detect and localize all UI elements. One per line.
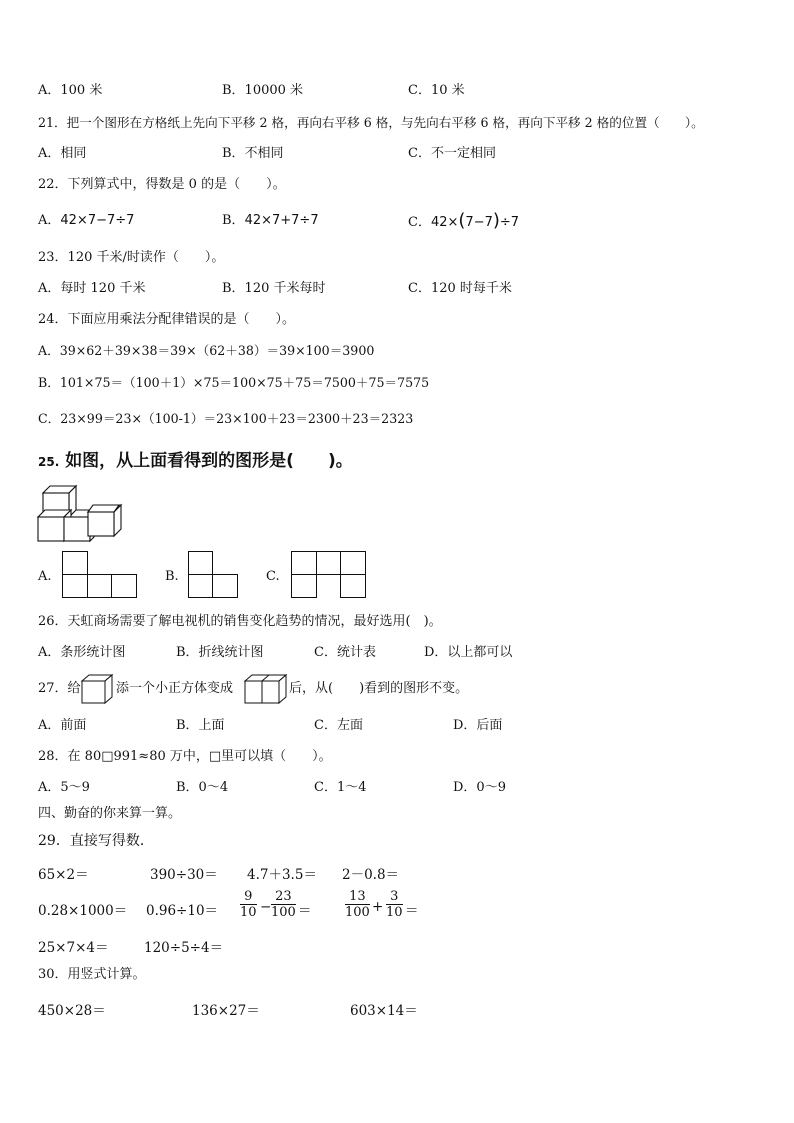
q29-f1-denominator: 10	[240, 905, 257, 920]
q27-cube-double	[244, 674, 287, 704]
q23-stem: 23．120 千米/时读作（ ）。	[38, 250, 225, 265]
q29-f1-numerator: 9	[240, 889, 257, 905]
q30-item-2: 136×27＝	[192, 1003, 260, 1019]
q27-cube-small	[81, 674, 113, 704]
q29-eq-2: ＝	[405, 903, 419, 919]
q25-option-b-shape	[188, 551, 238, 598]
q22-a-label: A．	[38, 213, 61, 228]
q29-f2-numerator: 23	[271, 889, 296, 905]
q28-option-d: D．0～9	[453, 780, 506, 795]
q29-fraction-2	[271, 889, 296, 920]
q25-stem	[38, 451, 353, 472]
q22-c-label: C．	[408, 215, 431, 230]
q20-option-a: A．100 米	[38, 83, 103, 98]
q30-stem: 30．用竖式计算。	[38, 967, 146, 982]
q29-r1-c1: 65×2＝	[38, 867, 89, 883]
q25-option-b-label: B.	[165, 569, 179, 584]
q23-option-c: C．120 时每千米	[408, 281, 512, 296]
q21-option-a: A．相同	[38, 146, 87, 161]
q25-option-c-label: C.	[266, 569, 280, 584]
q29-r2-c2: 0.96÷10＝	[146, 903, 219, 919]
q29-r1-c4: 2－0.8＝	[342, 867, 400, 883]
q29-fraction-4	[386, 889, 403, 920]
q20-option-b: B．10000 米	[222, 83, 304, 98]
q22-c-expr-pre: 42×	[430, 215, 459, 230]
q26-option-b: B．折线统计图	[176, 645, 264, 660]
q29-op-minus: −	[260, 899, 272, 915]
q29-r1-c2: 390÷30＝	[150, 867, 218, 883]
q29-r1-c3: 4.7＋3.5＝	[247, 867, 317, 883]
q29-stem: 29．直接写得数．	[38, 833, 154, 849]
q22-b-label: B．	[222, 213, 245, 228]
q24-option-c: C．23×99＝23×（100-1）＝23×100＋23＝2300＋23＝2323	[38, 411, 414, 426]
q28-stem: 28．在 80□991≈80 万中，□里可以填（ ）。	[38, 749, 332, 764]
q22-c-expr-inner: 7−7	[465, 215, 493, 230]
q26-option-a: A．条形统计图	[38, 645, 126, 660]
q29-r2-c1: 0.28×1000＝	[38, 903, 128, 919]
q23-option-b: B．120 千米每时	[222, 281, 326, 296]
q21-option-c: C．不一定相同	[408, 146, 496, 161]
q28-option-b: B．0～4	[176, 780, 229, 795]
q28-option-a: A．5～9	[38, 780, 90, 795]
q25-option-a-shape	[62, 551, 137, 598]
q29-f2-denominator: 100	[271, 905, 296, 920]
q29-f4-numerator: 3	[386, 889, 403, 905]
q26-option-c: C．统计表	[314, 645, 376, 660]
q29-fraction-1	[240, 889, 257, 920]
q26-stem: 26．天虹商场需要了解电视机的销售变化趋势的情况，最好选用( )。	[38, 614, 442, 629]
q25-option-c-shape	[291, 551, 366, 598]
q24-stem: 24．下面应用乘法分配律错误的是（ ）。	[38, 312, 296, 327]
q22-a-expr: 42×7−7÷7	[60, 213, 135, 228]
q27-stem-a: 27．给	[38, 681, 81, 696]
q22-option-a	[38, 213, 134, 229]
q29-r3-c2: 120÷5÷4＝	[144, 940, 224, 956]
q26-option-d: D．以上都可以	[424, 645, 513, 660]
q29-f3-denominator: 100	[345, 905, 370, 920]
q29-f4-denominator: 10	[386, 905, 403, 920]
q22-stem: 22．下列算式中，得数是 0 的是（ ）。	[38, 177, 286, 192]
q27-option-b: B．上面	[176, 718, 225, 733]
q28-option-c: C．1～4	[314, 780, 367, 795]
q27-stem-b: 添一个小正方体变成	[116, 681, 234, 696]
q30-item-1: 450×28＝	[38, 1003, 106, 1019]
q27-option-c: C．左面	[314, 718, 363, 733]
q20-option-c: C．10 米	[408, 83, 465, 98]
q25-option-a-label: A.	[38, 569, 52, 584]
q29-eq-1: ＝	[298, 903, 312, 919]
section-4-heading: 四、勤奋的你来算一算。	[38, 806, 182, 821]
q25-text: 如图，从上面看得到的图形是( )。	[65, 451, 353, 471]
q25-cube-figure	[38, 485, 122, 541]
q23-option-a: A．每时 120 千米	[38, 281, 146, 296]
q27-option-d: D．后面	[453, 718, 503, 733]
q29-r3-c1: 25×7×4＝	[38, 940, 109, 956]
q22-option-c: C．42×(7−7)÷7	[408, 210, 520, 231]
q24-option-b: B．101×75＝（100＋1）×75＝100×75＋75＝7500＋75＝7575	[38, 375, 430, 390]
q27-stem-c: 后，从( )看到的图形不变。	[289, 681, 469, 696]
q25-number: 25.	[38, 455, 60, 469]
q22-c-expr-post: ÷7	[499, 215, 520, 230]
q21-option-b: B．不相同	[222, 146, 284, 161]
q27-option-a: A．前面	[38, 718, 87, 733]
q21-stem: 21．把一个图形在方格纸上先向下平移 2 格，再向右平移 6 格，与先向右平移 6 格，再向下平移 2 格的位置（ ）。	[38, 115, 704, 130]
q29-f3-numerator: 13	[345, 889, 370, 905]
q29-fraction-3	[345, 889, 370, 920]
q29-op-plus: +	[372, 899, 384, 915]
q30-item-3: 603×14＝	[350, 1003, 418, 1019]
q22-b-expr: 42×7+7÷7	[244, 213, 319, 228]
q24-option-a: A．39×62＋39×38＝39×（62＋38）＝39×100＝3900	[38, 343, 375, 358]
q22-option-b	[222, 213, 319, 229]
